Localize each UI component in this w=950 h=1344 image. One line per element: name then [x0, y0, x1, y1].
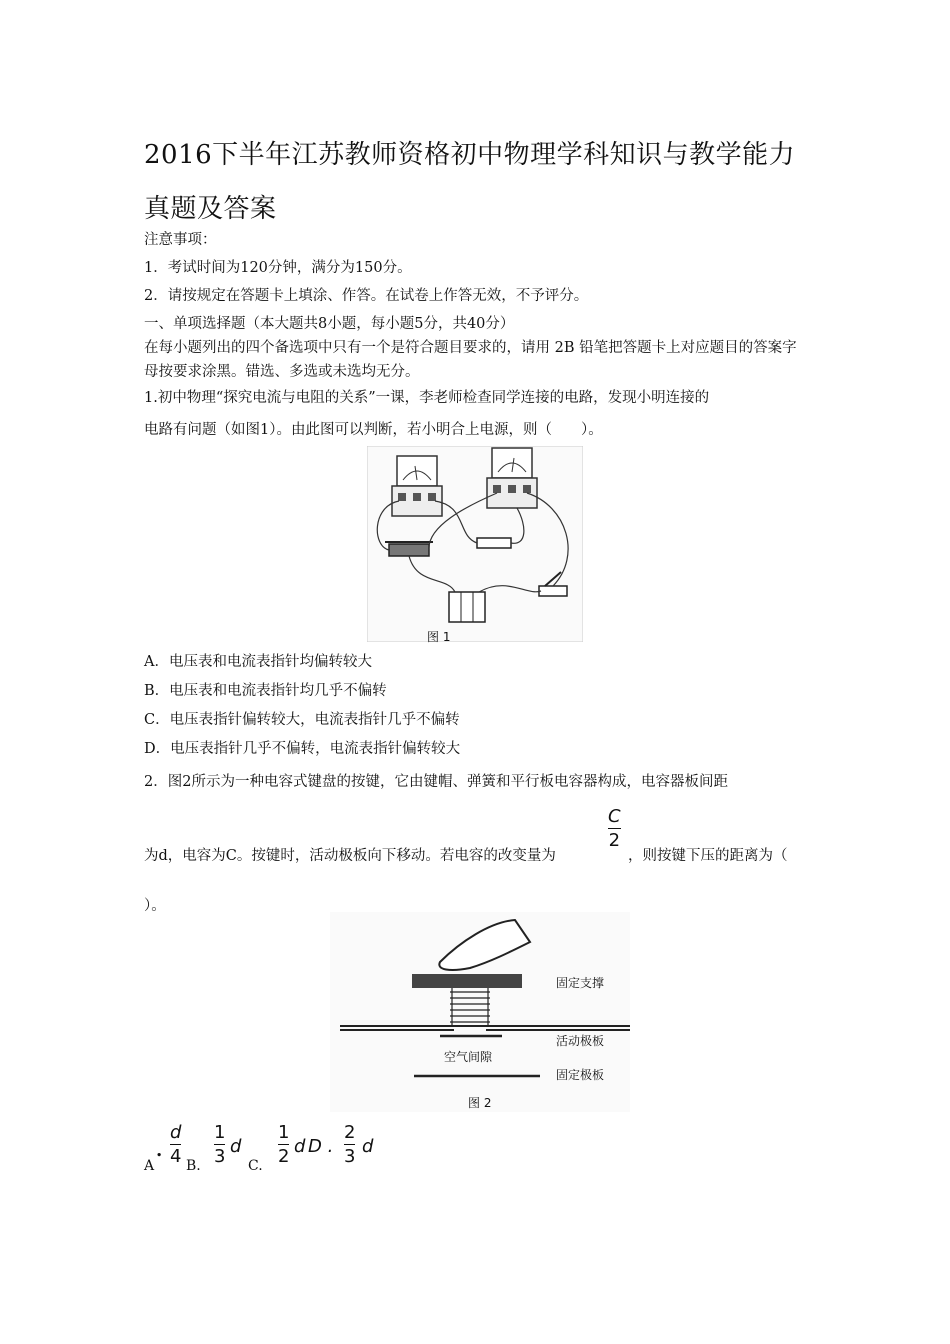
q2-option-d-var: d — [362, 1136, 374, 1157]
q2-fraction-numerator: C — [608, 806, 621, 827]
label-fixed-plate: 固定极板 — [556, 1068, 605, 1082]
q2-option-c-label: C. — [248, 1158, 263, 1174]
q2-option-b-fraction — [214, 1122, 225, 1167]
label-fixed-support: 固定支撑 — [556, 976, 605, 990]
q2-option-d-den: 3 — [344, 1146, 356, 1167]
q2-stem-line2a: 为d，电容为C。按键时，活动极板向下移动。若电容的改变量为 — [144, 848, 556, 864]
q2-stem-line1: 2．图2所示为一种电容式键盘的按键，它由键帽、弹簧和平行板电容器构成，电容器板间距 — [144, 774, 728, 790]
figure-1-circuit — [367, 446, 583, 642]
q2-option-a-num: d — [170, 1122, 182, 1143]
ammeter-drawing — [487, 448, 537, 508]
document-title: 2016下半年江苏教师资格初中物理学科知识与教学能力真题及答案 — [144, 140, 796, 224]
notice-item-1: 1．考试时间为120分钟，满分为150分。 — [144, 260, 412, 276]
label-air-gap: 空气间隙 — [444, 1050, 493, 1064]
q2-option-b-var: d — [230, 1136, 242, 1157]
q2-option-c-var: d — [294, 1136, 306, 1157]
q1-stem-line2: 电路有问题（如图1）。由此图可以判断，若小明合上电源，则（ ）。 — [144, 422, 603, 438]
q2-option-a-fraction — [170, 1122, 181, 1167]
voltmeter-drawing — [392, 456, 442, 516]
q2-option-d-fraction — [344, 1122, 355, 1167]
figure-2-caption: 图 2 — [468, 1096, 492, 1110]
q2-option-a-den: 4 — [170, 1146, 182, 1167]
q1-option-c: C．电压表指针偏转较大，电流表指针几乎不偏转 — [144, 712, 460, 728]
q2-option-b-num: 1 — [214, 1122, 226, 1143]
q2-option-d-num: 2 — [344, 1122, 356, 1143]
q2-option-a-dot: . — [156, 1140, 163, 1161]
notice-heading: 注意事项： — [144, 232, 217, 248]
q2-fraction — [608, 806, 621, 851]
figure-2-keyboard — [330, 912, 630, 1112]
q2-stem-line2b: ，则按键下压的距离为（ — [628, 848, 788, 864]
label-movable-plate: 活动极板 — [556, 1034, 605, 1048]
q2-option-c-fraction — [278, 1122, 289, 1167]
q2-option-b-label: B. — [186, 1158, 201, 1174]
q1-stem-line1: 1.初中物理“探究电流与电阻的关系”一课，李老师检查同学连接的电路，发现小明连接的 — [144, 390, 710, 406]
q1-option-d: D．电压表指针几乎不偏转，电流表指针偏转较大 — [144, 741, 461, 757]
q2-options — [144, 1118, 444, 1178]
notice-item-2: 2．请按规定在答题卡上填涂、作答。在试卷上作答无效，不予评分。 — [144, 288, 589, 304]
circuit-drawing — [367, 446, 583, 642]
q2-option-d-label: D . — [308, 1136, 334, 1157]
q2-option-c-den: 2 — [278, 1146, 290, 1167]
q2-option-a-label: A — [144, 1158, 155, 1174]
q2-option-b-den: 3 — [214, 1146, 226, 1167]
q2-fraction-denominator: 2 — [608, 830, 621, 851]
section-instruction: 在每小题列出的四个备选项中只有一个是符合题目要求的，请用 2B 铅笔把答题卡上对应题目的答案字母按要求涂黑。错选、多选或未选均无分。 — [144, 340, 797, 380]
q1-option-a: A．电压表和电流表指针均偏转较大 — [144, 654, 372, 670]
q2-stem-line3: ）。 — [144, 898, 166, 914]
section-heading: 一、单项选择题（本大题共8小题，每小题5分，共40分） — [144, 316, 515, 332]
figure-1-caption: 图 1 — [427, 630, 451, 644]
q2-option-c-num: 1 — [278, 1122, 290, 1143]
q1-option-b: B．电压表和电流表指针均几乎不偏转 — [144, 683, 387, 699]
